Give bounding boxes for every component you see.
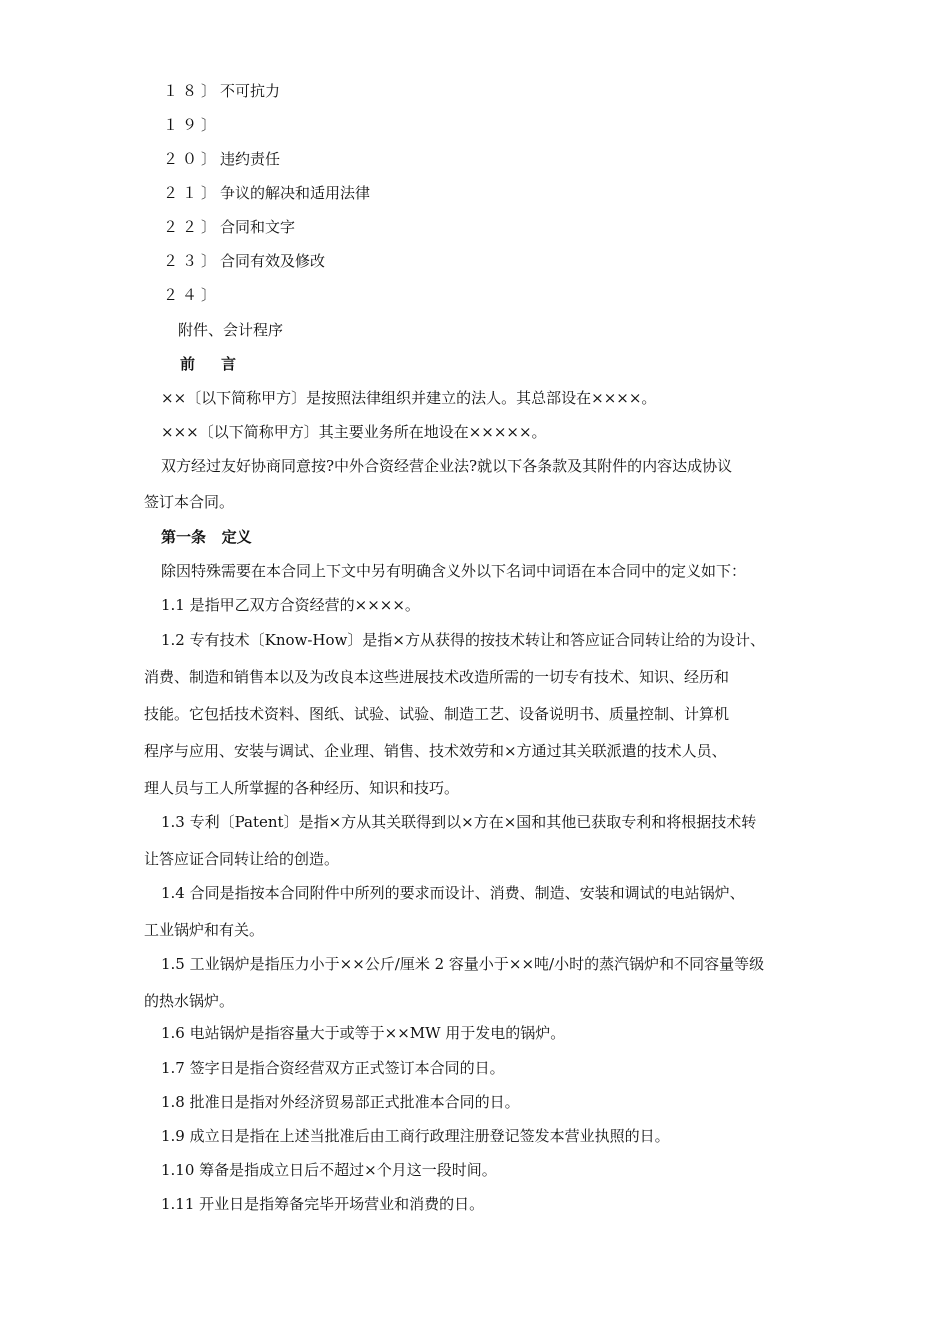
definition-line: 1.8 批准日是指对外经济贸易部正式批准本合同的日。	[161, 1093, 520, 1111]
definition-line: 1.7 签字日是指合资经营双方正式签订本合同的日。	[161, 1059, 505, 1077]
toc-item-23	[163, 251, 325, 271]
preface-line-4: 签订本合同。	[144, 493, 235, 511]
article-intro: 除因特殊需要在本合同上下文中另有明确含义外以下名词中词语在本合同中的定义如下：	[161, 562, 747, 580]
definition-line: 理人员与工人所掌握的各种经历、知识和技巧。	[144, 779, 460, 797]
toc-number: ２２〕	[163, 218, 221, 236]
toc-number: ２３〕	[163, 252, 221, 270]
toc-item-21	[163, 183, 370, 203]
definition-line: 程序与应用、安装与调试、企业理、销售、技术效劳和×方通过其关联派遣的技术人员、	[144, 742, 727, 760]
definition-line: 1.5 工业锅炉是指压力小于××公斤/厘米 2 容量小于××吨/小时的蒸汽锅炉和不同容量等级	[161, 955, 765, 973]
preface-line-1: ××〔以下简称甲方〕是按照法律组织并建立的法人。其总部设在××××。	[161, 389, 657, 407]
toc-text: 违约责任	[220, 150, 281, 168]
article-title: 第一条 定义	[161, 528, 252, 546]
definition-line: 让答应证合同转让给的创造。	[144, 850, 340, 868]
definition-line: 1.6 电站锅炉是指容量大于或等于××MW 用于发电的锅炉。	[161, 1024, 566, 1042]
definition-line: 1.1 是指甲乙双方合资经营的××××。	[161, 596, 420, 614]
appendix-line: 附件、会计程序	[178, 321, 284, 339]
definition-line: 消费、制造和销售本以及为改良本这些进展技术改造所需的一切专有技术、知识、经历和	[144, 668, 730, 686]
definition-line: 1.10 筹备是指成立日后不超过×个月这一段时间。	[161, 1161, 497, 1179]
toc-number: ２１〕	[163, 184, 221, 202]
toc-item-22	[163, 217, 295, 237]
definition-line: 技能。它包括技术资料、图纸、试验、试验、制造工艺、设备说明书、质量控制、计算机	[144, 705, 730, 723]
toc-item-24	[163, 285, 220, 305]
definition-line: 1.2 专有技术〔Know-How〕是指×方从获得的按技术转让和答应证合同转让给的为设计、	[161, 631, 765, 649]
toc-text: 合同有效及修改	[220, 252, 326, 270]
toc-item-19	[163, 115, 220, 135]
toc-number: ２４〕	[163, 286, 221, 304]
definition-line: 1.4 合同是指按本合同附件中所列的要求而设计、消费、制造、安装和调试的电站锅炉、	[161, 884, 745, 902]
toc-text: 不可抗力	[220, 82, 281, 100]
toc-text: 合同和文字	[220, 218, 296, 236]
definition-line: 1.3 专利〔Patent〕是指×方从其关联得到以×方在×国和其他已获取专利和将根据技术转	[161, 813, 757, 831]
toc-number: ２０〕	[163, 150, 221, 168]
definition-line: 1.9 成立日是指在上述当批准后由工商行政理注册登记签发本营业执照的日。	[161, 1127, 670, 1145]
definition-line: 的热水锅炉。	[144, 992, 235, 1010]
toc-number: １８〕	[163, 82, 221, 100]
preface-line-2: ×××〔以下简称甲方〕其主要业务所在地设在×××××。	[161, 423, 547, 441]
toc-text: 争议的解决和适用法律	[220, 184, 371, 202]
preface-line-3: 双方经过友好协商同意按?中外合资经营企业法?就以下各条款及其附件的内容达成协议	[161, 457, 733, 475]
definition-line: 1.11 开业日是指筹备完毕开场营业和消费的日。	[161, 1195, 485, 1213]
definition-line: 工业锅炉和有关。	[144, 921, 265, 939]
toc-item-20	[163, 149, 280, 169]
preface-title: 前言	[180, 355, 263, 373]
toc-number: １９〕	[163, 116, 221, 134]
toc-item-18	[163, 81, 280, 101]
